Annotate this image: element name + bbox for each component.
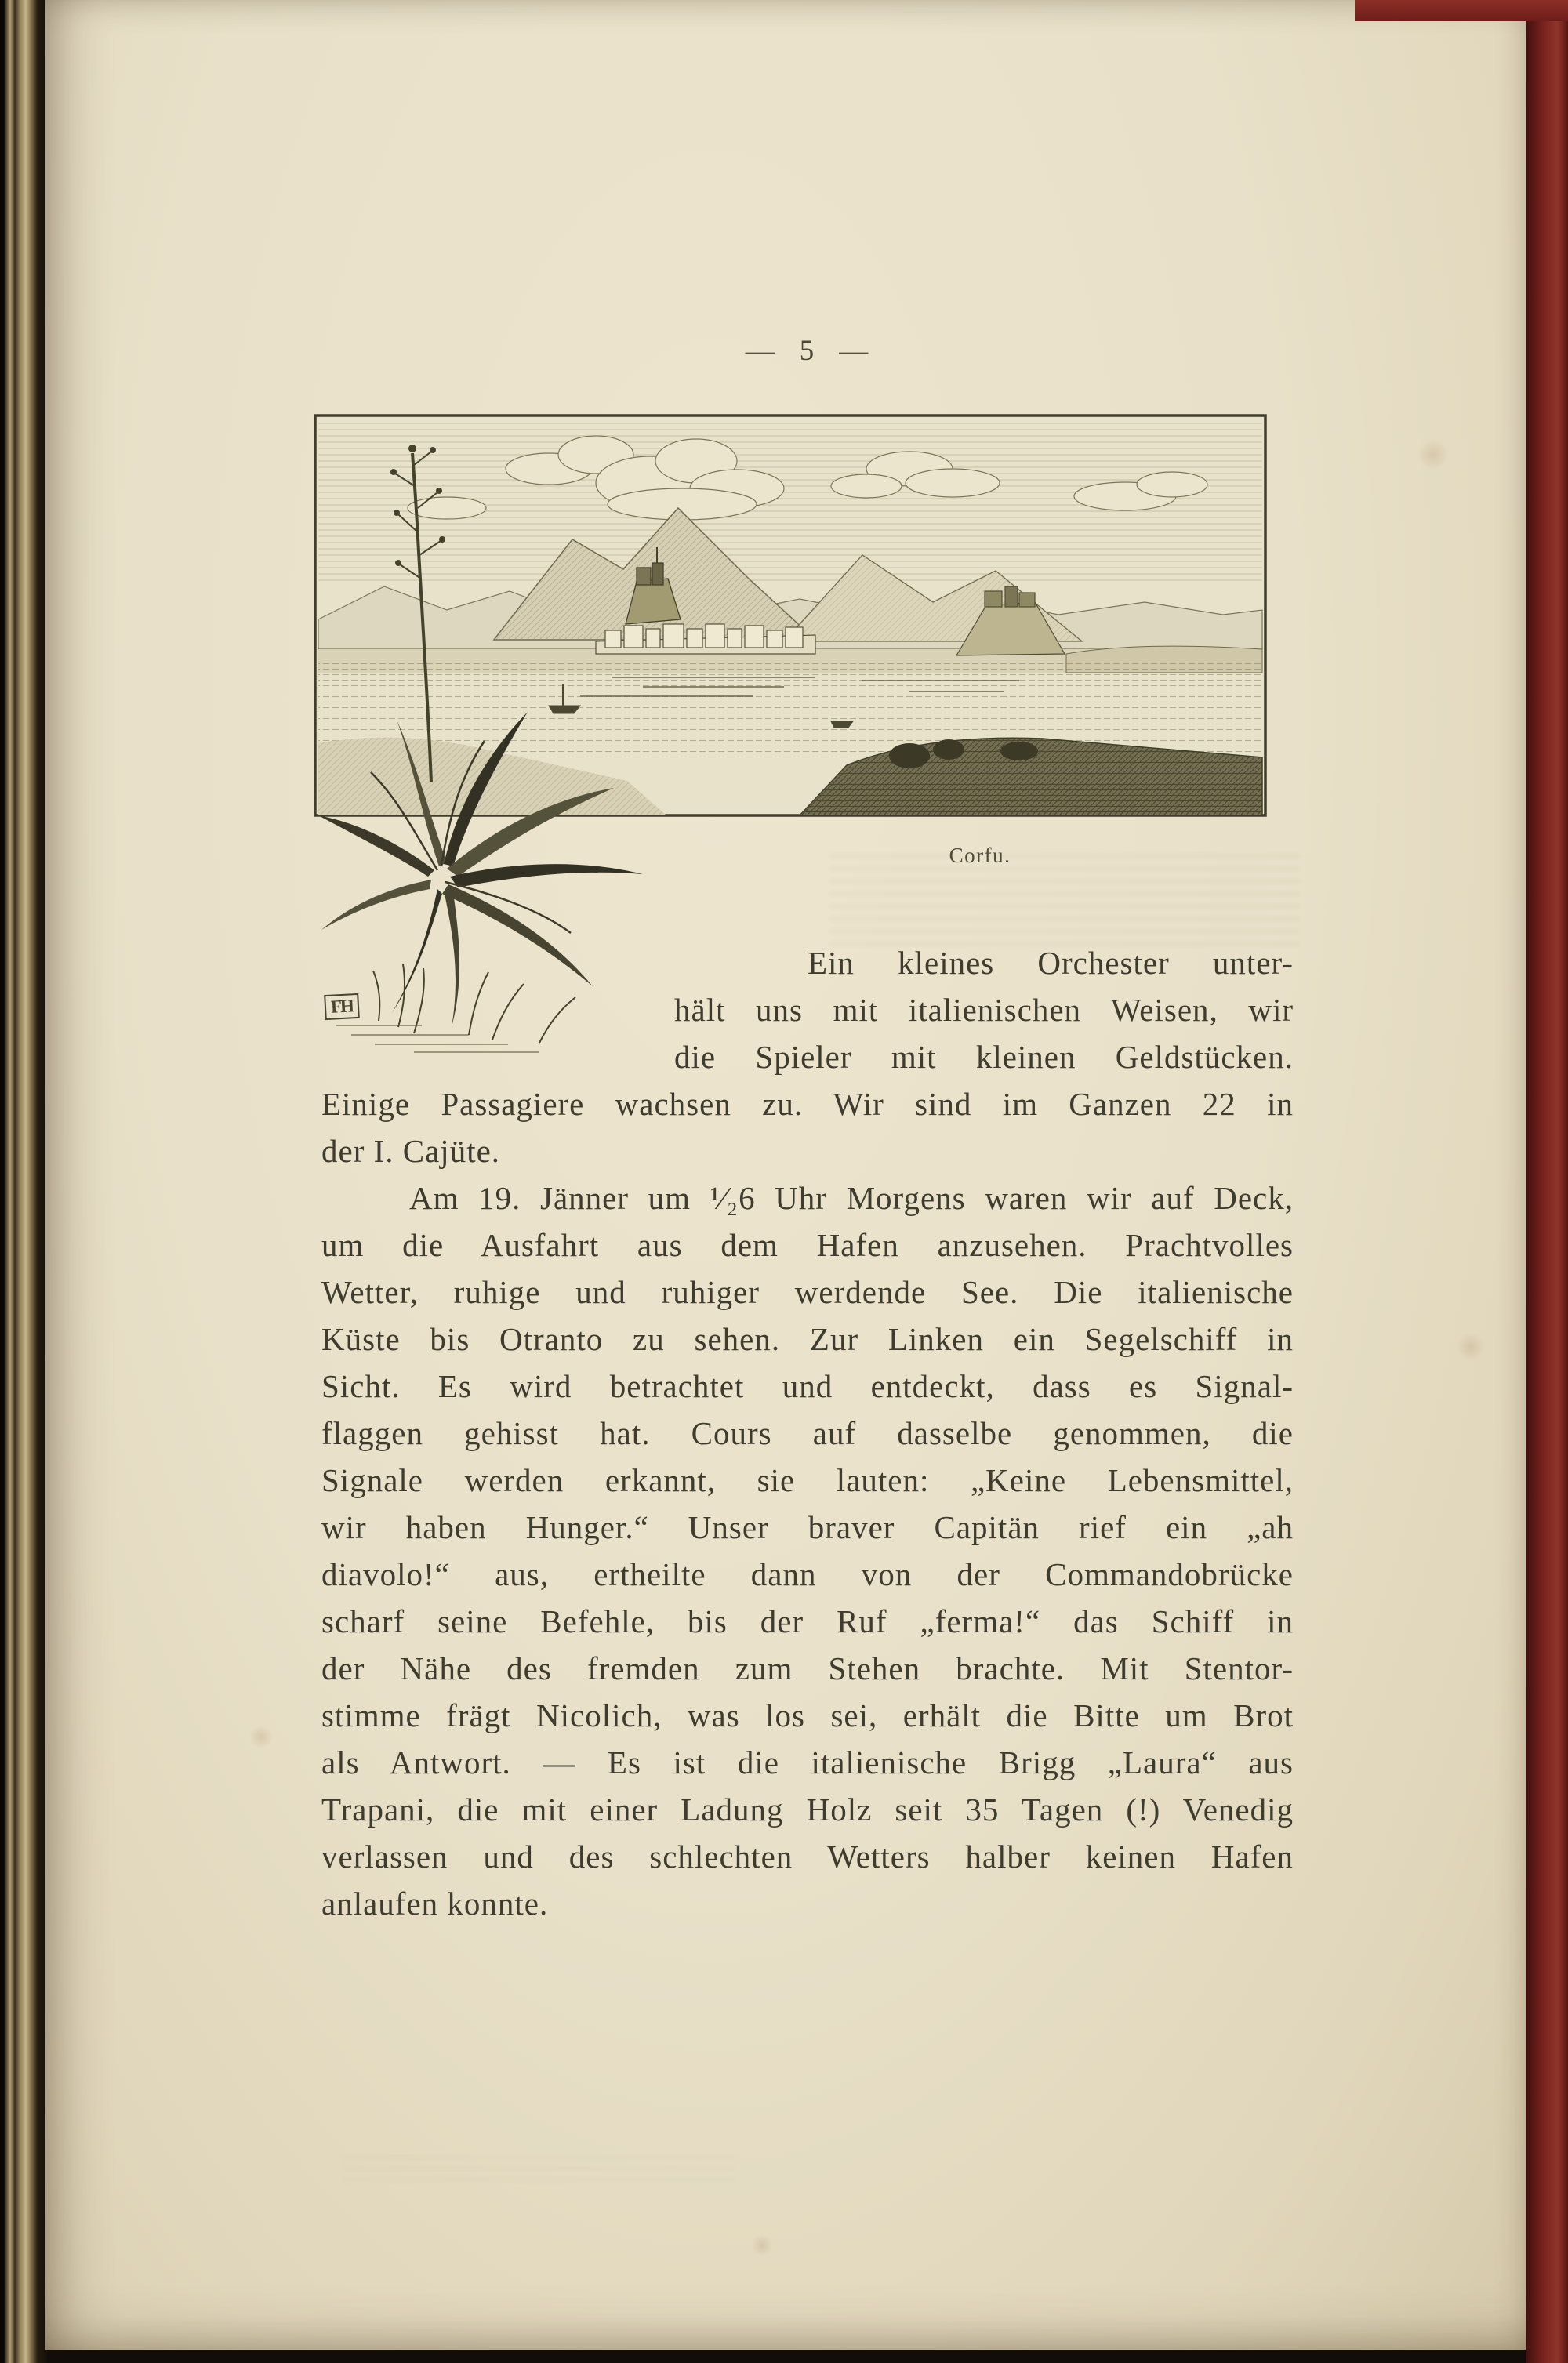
foxing-spot	[1417, 439, 1449, 470]
book-cover-top	[1355, 0, 1568, 21]
illustration-caption: Corfu.	[949, 844, 1011, 867]
page-number-value: 5	[799, 335, 816, 367]
artist-monogram: FH	[324, 993, 360, 1020]
text-line: Wetter, ruhige und ruhiger werdende See. Die italienische	[321, 1274, 1294, 1310]
text-line: Küste bis Otranto zu sehen. Zur Linken ein Segelschiff in	[321, 1321, 1294, 1357]
text-line: Signale werden erkannt, sie lauten: „Keine Lebensmittel,	[321, 1462, 1294, 1498]
paragraph-2	[321, 1174, 1294, 1927]
text-line: Trapani, die mit einer Ladung Holz seit 35 Tagen (!) Venedig	[321, 1791, 1294, 1828]
text-line: der I. Cajüte.	[321, 1133, 501, 1169]
text-line: als Antwort. — Es ist die italienische Brigg „Laura“ aus	[321, 1744, 1294, 1780]
text-line: Einige Passagiere wachsen zu. Wir sind im Ganzen 22 in	[321, 1086, 1294, 1122]
text-line: hält uns mit italienischen Weisen, wir	[674, 992, 1294, 1028]
page-number-dash-right: —	[839, 335, 870, 367]
foxing-spot	[1457, 1333, 1485, 1361]
text-line: diavolo!“ aus, ertheilte dann von der Commandobrücke	[321, 1556, 1294, 1592]
text-line: anlaufen konnte.	[321, 1886, 549, 1922]
text-line: flaggen gehisst hat. Cours auf dasselbe genommen, die	[321, 1415, 1294, 1451]
verso-show-through	[829, 855, 1300, 949]
body-text	[321, 939, 1294, 1927]
text-line: Ein kleines Orchester unter-	[808, 945, 1294, 981]
text-line: um die Ausfahrt aus dem Hafen anzusehen. Prachtvolles	[321, 1227, 1294, 1263]
page-number-dash-left: —	[745, 335, 776, 367]
book-cover-right	[1526, 0, 1568, 2363]
text-line: Am 19. Jänner um ¹⁄₂6 Uhr Morgens waren wir auf Deck,	[409, 1180, 1294, 1216]
text-line: wir haben Hunger.“ Unser braver Capitän rief ein „ah	[321, 1509, 1294, 1545]
book-page	[45, 0, 1527, 2350]
paragraph-1	[321, 939, 1294, 1174]
foxing-spot	[751, 2234, 773, 2256]
verso-show-through-lower	[343, 2156, 735, 2187]
book-page-edges	[0, 0, 47, 2363]
text-line: stimme frägt Nicolich, was los sei, erhält die Bitte um Brot	[321, 1697, 1294, 1733]
text-line: verlassen und des schlechten Wetters halber keinen Hafen	[321, 1838, 1294, 1875]
text-line: die Spieler mit kleinen Geldstücken.	[674, 1039, 1294, 1075]
text-line: Sicht. Es wird betrachtet und entdeckt, dass es Signal-	[321, 1368, 1294, 1404]
text-line: der Nähe des fremden zum Stehen brachte. Mit Stentor-	[321, 1650, 1294, 1686]
page-number	[321, 334, 1294, 368]
text-line: scharf seine Befehle, bis der Ruf „ferma!“ das Schiff in	[321, 1603, 1294, 1639]
foxing-spot	[249, 1725, 273, 1748]
